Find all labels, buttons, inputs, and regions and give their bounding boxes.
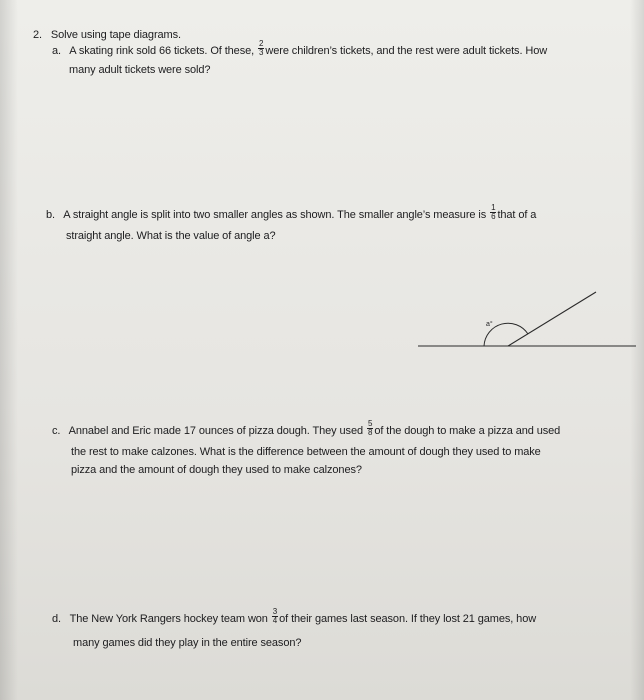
- part-c-line-1: [52, 418, 561, 438]
- angle-a-label: a°: [486, 321, 493, 328]
- page-shadow-left: [0, 0, 18, 700]
- part-a-fraction: [258, 40, 264, 57]
- straight-angle-diagram: [418, 288, 640, 352]
- part-a-text-2: were children’s tickets, and the rest were adult tickets. How: [265, 45, 548, 57]
- part-d-frac-num: 3: [272, 606, 278, 616]
- part-d-frac-den: 4: [272, 615, 278, 625]
- part-b-text-2: that of a: [497, 209, 537, 221]
- part-b-frac-num: 1: [491, 202, 496, 212]
- part-a-frac-den: 3: [259, 47, 264, 57]
- part-a-text-1: A skating rink sold 66 tickets. Of these,: [69, 45, 255, 57]
- part-a-label: a.: [52, 45, 61, 57]
- part-b-line-2: straight angle. What is the value of angle a?: [66, 230, 276, 242]
- part-c-line-3: pizza and the amount of dough they used to make calzones?: [71, 464, 362, 476]
- part-c-label: c.: [52, 425, 61, 437]
- part-b-text-1: A straight angle is split into two smaller angles as shown. The smaller angle’s measure is: [63, 209, 487, 221]
- part-b-fraction: [490, 204, 496, 221]
- problem-number: 2.: [33, 29, 42, 41]
- angle-ray: [508, 292, 596, 346]
- part-d-label: d.: [52, 613, 61, 625]
- part-c-frac-num: 5: [367, 418, 373, 428]
- part-a-line-1: [52, 38, 548, 58]
- part-a-frac-num: 2: [259, 38, 264, 48]
- part-b-label: b.: [46, 209, 55, 221]
- part-b-frac-den: 6: [491, 211, 496, 221]
- angle-figure: [418, 288, 640, 352]
- part-b-line-1: [46, 202, 537, 222]
- problem-instruction: Solve using tape diagrams.: [50, 29, 181, 41]
- part-d-fraction: [272, 608, 278, 625]
- part-c-text-2: of the dough to make a pizza and used: [374, 425, 561, 437]
- problem-header: [33, 28, 181, 42]
- part-c-text-1: Annabel and Eric made 17 ounces of pizza dough. They used: [68, 425, 363, 437]
- part-c-frac-den: 8: [367, 427, 373, 437]
- part-d-line-1: [52, 606, 537, 626]
- part-d-text-2: of their games last season. If they lost 21 games, how: [279, 613, 537, 625]
- part-c-fraction: [367, 420, 373, 437]
- part-c-line-2: the rest to make calzones. What is the difference between the amount of dough they used to make: [71, 446, 541, 458]
- part-a-line-2: many adult tickets were sold?: [69, 64, 211, 76]
- part-d-text-1: The New York Rangers hockey team won: [69, 613, 268, 625]
- part-d-line-2: many games did they play in the entire season?: [73, 637, 302, 649]
